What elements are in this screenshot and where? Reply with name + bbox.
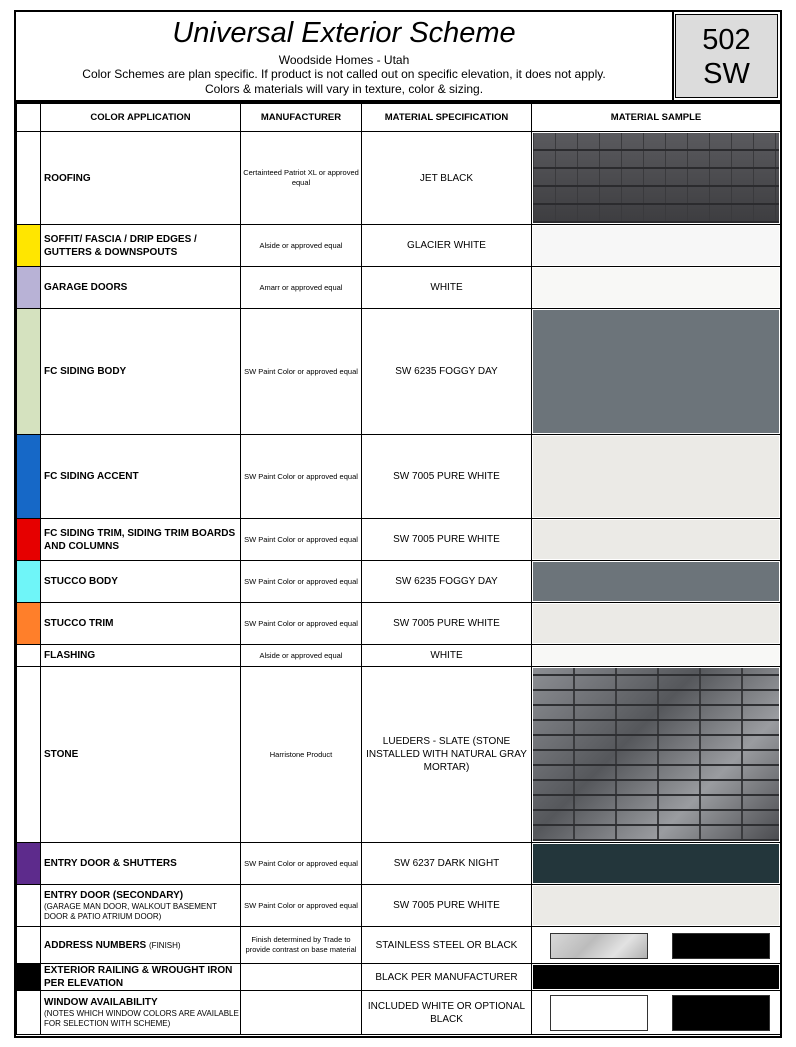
material-sample bbox=[532, 667, 781, 843]
table-row bbox=[17, 309, 781, 435]
color-swatch bbox=[17, 519, 41, 561]
color-swatch bbox=[17, 267, 41, 309]
application-cell bbox=[41, 885, 241, 927]
sample-fill bbox=[533, 604, 779, 643]
stone-texture bbox=[533, 668, 779, 841]
note-line-1: Color Schemes are plan specific. If product is not called out on specific elevation, it does not apply. bbox=[82, 67, 606, 81]
material-sample bbox=[532, 519, 781, 561]
manufacturer-cell: SW Paint Color or approved equal bbox=[241, 603, 362, 645]
table-row bbox=[17, 603, 781, 645]
table-row bbox=[17, 991, 781, 1035]
shingle-texture bbox=[533, 133, 779, 223]
color-swatch bbox=[17, 132, 41, 225]
specification-cell: SW 7005 PURE WHITE bbox=[362, 435, 532, 519]
manufacturer-cell: SW Paint Color or approved equal bbox=[241, 561, 362, 603]
note-line-2: Colors & materials will vary in texture, color & sizing. bbox=[204, 82, 484, 96]
color-swatch bbox=[17, 964, 41, 991]
table-header-row bbox=[17, 104, 781, 132]
specification-cell: SW 6235 FOGGY DAY bbox=[362, 561, 532, 603]
application-paren: (FINISH) bbox=[149, 940, 181, 950]
color-swatch bbox=[17, 927, 41, 964]
color-swatch bbox=[17, 843, 41, 885]
color-swatch bbox=[17, 603, 41, 645]
scheme-code-number: 502 bbox=[702, 24, 751, 56]
manufacturer-column-header: MANUFACTURER bbox=[241, 104, 362, 132]
specification-cell: SW 7005 PURE WHITE bbox=[362, 885, 532, 927]
manufacturer-cell: Alside or approved equal bbox=[241, 225, 362, 267]
stainless-steel-swatch bbox=[550, 933, 648, 959]
application-cell bbox=[41, 927, 241, 964]
specification-cell: STAINLESS STEEL OR BLACK bbox=[362, 927, 532, 964]
specification-cell: SW 7005 PURE WHITE bbox=[362, 519, 532, 561]
table-row bbox=[17, 667, 781, 843]
specification-cell: WHITE bbox=[362, 267, 532, 309]
application-label: ENTRY DOOR (SECONDARY) bbox=[44, 890, 184, 901]
material-sample bbox=[532, 561, 781, 603]
application-cell: FC SIDING ACCENT bbox=[41, 435, 241, 519]
application-label: WINDOW AVAILABILITY bbox=[44, 997, 158, 1008]
table-row bbox=[17, 927, 781, 964]
application-cell: FC SIDING BODY bbox=[41, 309, 241, 435]
application-cell: FLASHING bbox=[41, 645, 241, 667]
manufacturer-cell: SW Paint Color or approved equal bbox=[241, 885, 362, 927]
material-sample bbox=[532, 225, 781, 267]
application-cell: STUCCO TRIM bbox=[41, 603, 241, 645]
manufacturer-cell: Harristone Product bbox=[241, 667, 362, 843]
application-cell bbox=[41, 991, 241, 1035]
table-row bbox=[17, 645, 781, 667]
title-box bbox=[16, 12, 674, 100]
sample-fill bbox=[533, 844, 779, 883]
material-sample bbox=[532, 132, 781, 225]
material-sample bbox=[532, 964, 781, 991]
specification-column-header: MATERIAL SPECIFICATION bbox=[362, 104, 532, 132]
material-sample bbox=[532, 309, 781, 435]
manufacturer-cell: SW Paint Color or approved equal bbox=[241, 309, 362, 435]
table-row bbox=[17, 225, 781, 267]
sample-fill bbox=[533, 646, 779, 665]
application-note: (NOTES WHICH WINDOW COLORS ARE AVAILABLE FOR SELECTION WITH SCHEME) bbox=[44, 1009, 239, 1028]
material-sample bbox=[532, 843, 781, 885]
color-swatch bbox=[17, 309, 41, 435]
sample-fill bbox=[533, 886, 779, 925]
manufacturer-cell: Amarr or approved equal bbox=[241, 267, 362, 309]
material-sample bbox=[532, 435, 781, 519]
page-title: Universal Exterior Scheme bbox=[172, 17, 516, 49]
application-cell: FC SIDING TRIM, SIDING TRIM BOARDS AND COLUMNS bbox=[41, 519, 241, 561]
sample-fill bbox=[533, 268, 779, 307]
application-cell: STUCCO BODY bbox=[41, 561, 241, 603]
application-cell: STONE bbox=[41, 667, 241, 843]
specification-cell: BLACK PER MANUFACTURER bbox=[362, 964, 532, 991]
sample-fill bbox=[533, 562, 779, 601]
material-sample bbox=[532, 991, 781, 1035]
application-cell: ROOFING bbox=[41, 132, 241, 225]
page-subtitle: Woodside Homes - Utah bbox=[278, 53, 410, 67]
sample-fill bbox=[533, 965, 779, 989]
white-window-swatch bbox=[550, 995, 648, 1031]
black-window-swatch bbox=[672, 995, 770, 1031]
table-row bbox=[17, 132, 781, 225]
material-sample bbox=[532, 645, 781, 667]
color-swatch bbox=[17, 667, 41, 843]
sample-fill bbox=[533, 310, 779, 433]
table-row bbox=[17, 267, 781, 309]
application-note: (GARAGE MAN DOOR, WALKOUT BASEMENT DOOR & PATIO ATRIUM DOOR) bbox=[44, 902, 217, 921]
scheme-code-letters: SW bbox=[703, 58, 750, 90]
color-swatch bbox=[17, 885, 41, 927]
manufacturer-cell: SW Paint Color or approved equal bbox=[241, 843, 362, 885]
scheme-table bbox=[16, 103, 781, 1035]
table-row bbox=[17, 843, 781, 885]
sample-fill bbox=[533, 436, 779, 517]
application-cell: GARAGE DOORS bbox=[41, 267, 241, 309]
application-label: ADDRESS NUMBERS bbox=[44, 939, 147, 951]
color-swatch bbox=[17, 561, 41, 603]
color-swatch bbox=[17, 435, 41, 519]
manufacturer-cell bbox=[241, 964, 362, 991]
specification-cell: SW 7005 PURE WHITE bbox=[362, 603, 532, 645]
manufacturer-cell: Certainteed Patriot XL or approved equal bbox=[241, 132, 362, 225]
scheme-code-box bbox=[675, 14, 778, 98]
swatch-column-header bbox=[17, 104, 41, 132]
specification-cell: SW 6235 FOGGY DAY bbox=[362, 309, 532, 435]
specification-cell: LUEDERS - SLATE (STONE INSTALLED WITH NATURAL GRAY MORTAR) bbox=[362, 667, 532, 843]
header bbox=[16, 12, 780, 102]
sample-column-header: MATERIAL SAMPLE bbox=[532, 104, 781, 132]
table-row bbox=[17, 964, 781, 991]
material-sample bbox=[532, 885, 781, 927]
sample-fill bbox=[533, 520, 779, 559]
application-cell: ENTRY DOOR & SHUTTERS bbox=[41, 843, 241, 885]
table-row bbox=[17, 519, 781, 561]
specification-cell: SW 6237 DARK NIGHT bbox=[362, 843, 532, 885]
material-sample bbox=[532, 267, 781, 309]
black-swatch bbox=[672, 933, 770, 959]
specification-cell: GLACIER WHITE bbox=[362, 225, 532, 267]
manufacturer-cell: Alside or approved equal bbox=[241, 645, 362, 667]
color-swatch bbox=[17, 225, 41, 267]
application-cell: SOFFIT/ FASCIA / DRIP EDGES / GUTTERS & DOWNSPOUTS bbox=[41, 225, 241, 267]
specification-cell: JET BLACK bbox=[362, 132, 532, 225]
color-swatch bbox=[17, 991, 41, 1035]
color-swatch bbox=[17, 645, 41, 667]
table-row bbox=[17, 435, 781, 519]
table-row bbox=[17, 885, 781, 927]
table-row bbox=[17, 561, 781, 603]
application-column-header: COLOR APPLICATION bbox=[41, 104, 241, 132]
manufacturer-cell: SW Paint Color or approved equal bbox=[241, 435, 362, 519]
application-cell: EXTERIOR RAILING & WROUGHT IRON PER ELEVATION bbox=[41, 964, 241, 991]
specification-cell: INCLUDED WHITE OR OPTIONAL BLACK bbox=[362, 991, 532, 1035]
material-sample bbox=[532, 927, 781, 964]
manufacturer-cell: SW Paint Color or approved equal bbox=[241, 519, 362, 561]
scheme-sheet bbox=[14, 10, 782, 1038]
manufacturer-cell: Finish determined by Trade to provide contrast on base material bbox=[241, 927, 362, 964]
material-sample bbox=[532, 603, 781, 645]
specification-cell: WHITE bbox=[362, 645, 532, 667]
manufacturer-cell bbox=[241, 991, 362, 1035]
sample-fill bbox=[533, 226, 779, 265]
